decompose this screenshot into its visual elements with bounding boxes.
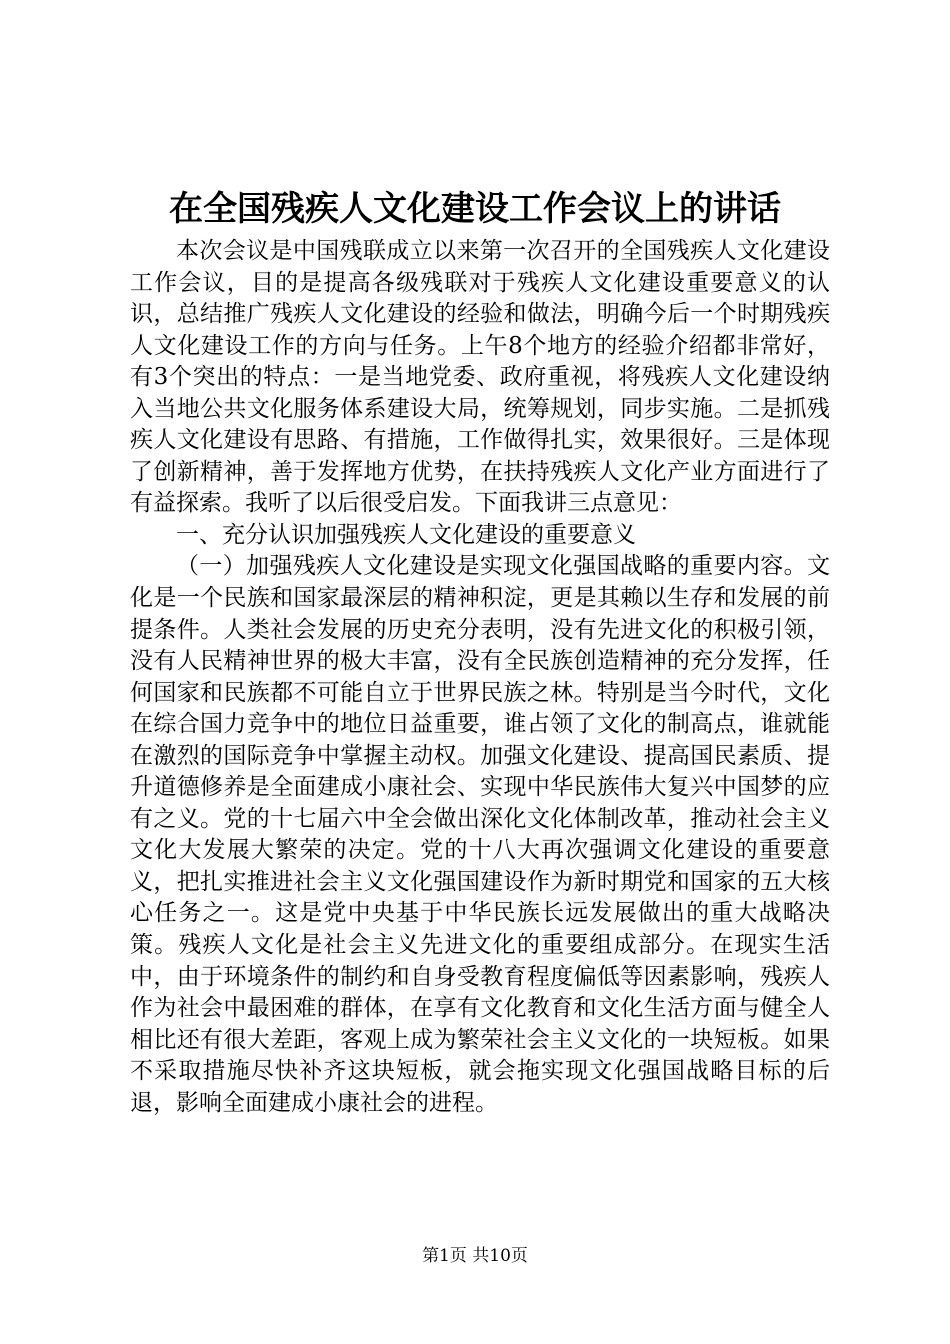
section-heading-1: 一、充分认识加强残疾人文化建设的重要意义 (176, 521, 636, 548)
paragraph-section-1-1: （一）加强残疾人文化建设是实现文化强国战略的重要内容。文化是一个民族和国家最深层的精神积淀，更是其赖以生存和发展的前提条件。人类社会发展的历史充分表明，没有先进文化的积极引领，没有人民精神世界的极大丰富，没有全民族创造精神的充分发挥，任何国家和民族都不可能自立于世界民族之林。特别是当今时代，文化在综合国力竞争中的地位日益重要，谁占领了文化的制高点，谁就能在激烈的国际竞争中掌握主动权。加强文化建设、提高国民素质、提升道德修养是全面建成小康社会、实现中华民族伟大复兴中国梦的应有之义。党的十七届六中全会做出深化文化体制改革，推动社会主义文化大发展大繁荣的决定。党的十八大再次强调文化建设的重要意义，把扎实推进社会主义文化强国建设作为新时期党和国家的五大核心任务之一。这是党中央基于中华民族长远发展做出的重大战略决策。残疾人文化是社会主义先进文化的重要组成部分。在现实生活中，由于环境条件的制约和自身受教育程度偏低等因素影响，残疾人作为社会中最困难的群体，在享有文化教育和文化生活方面与健全人相比还有很大差距，客观上成为繁荣社会主义文化的一块短板。如果不采取措施尽快补齐这块短板，就会拖实现文化强国战略目标的后退，影响全面建成小康社会的进程。 (130, 553, 830, 1116)
page-footer: 第1页 共10页 (422, 1246, 528, 1266)
paragraph-intro: 本次会议是中国残联成立以来第一次召开的全国残疾人文化建设工作会议，目的是提高各级残联对于残疾人文化建设重要意义的认识，总结推广残疾人文化建设的经验和做法，明确今后一个时期残疾人文化建设工作的方向与任务。上午8个地方的经验介绍都非常好，有3个突出的特点：一是当地党委、政府重视，将残疾人文化建设纳入当地公共文化服务体系建设大局，统筹规划，同步实施。二是抓残疾人文化建设有思路、有措施，工作做得扎实，效果很好。三是体现了创新精神，善于发挥地方优势，在扶持残疾人文化产业方面进行了有益探索。我听了以后很受启发。下面我讲三点意见： (130, 238, 830, 517)
document-title: 在全国残疾人文化建设工作会议上的讲话 (169, 189, 781, 229)
document-body (130, 236, 830, 1119)
